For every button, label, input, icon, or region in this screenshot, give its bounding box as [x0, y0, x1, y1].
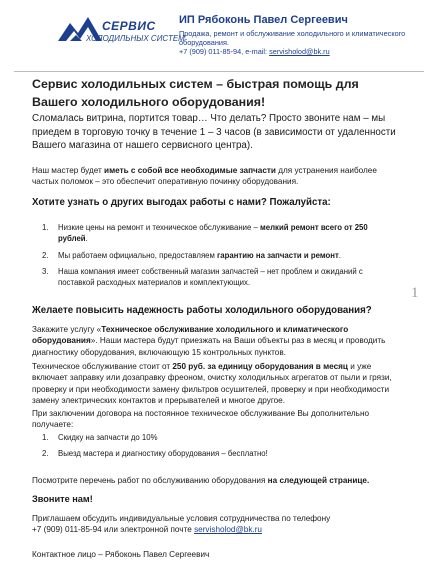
page-number: 1 — [411, 285, 419, 301]
item-text-bold: мелкий ремонт всего от 250 рублей — [58, 223, 368, 244]
item-text: Мы работаем официально, предоставляем — [58, 250, 218, 260]
item-number: 1. — [42, 223, 49, 232]
order-paragraph — [32, 324, 404, 358]
pricelist-paragraph — [32, 475, 404, 486]
contact-person: Контактное лицо – Рябоконь Павел Сергеевич — [32, 550, 210, 559]
cost-paragraph — [32, 361, 404, 407]
company-desc: Продажа, ремонт и обслуживание холодильного и климатического оборудования. — [179, 29, 406, 48]
invite-contacts — [32, 524, 404, 535]
extras-list — [42, 432, 398, 465]
item-text: Низкие цены на ремонт и техническое обслуживание – — [58, 223, 260, 232]
master-text-bold: иметь с собой все необходимые запчасти — [104, 166, 276, 175]
company-email-link[interactable]: servisholod@bk.ru — [269, 47, 330, 57]
logo-line2: ХОЛОДИЛЬНЫХ СИСТЕМ — [86, 34, 185, 43]
master-paragraph — [32, 165, 404, 188]
item-text-end: . — [338, 250, 341, 260]
company-contact — [179, 47, 424, 56]
order-text-2: ». Наши мастера будут приезжать на Ваши объекты раз в месяц и проводить диагностику оборудования, включающую 15 контрольных пунктов. — [32, 336, 386, 357]
order-text-bold: Техническое обслуживание холодильного и климатического оборудования — [32, 325, 349, 346]
invite-paragraph — [32, 513, 404, 536]
call-title: Звоните нам! — [32, 494, 93, 504]
master-text-2: для устранения наиболее частых поломок – это обеспечит оперативную починку оборудования. — [32, 166, 377, 187]
item-text: Наша компания имеет собственный магазин запчастей – нет проблем и ожиданий с поставкой расходных материалов и комплектующих. — [58, 266, 363, 288]
benefits-list — [42, 222, 398, 293]
item-number: 3. — [42, 266, 49, 276]
company-name: ИП Рябоконь Павел Сергеевич — [179, 14, 348, 26]
pricelist-link: на следующей странице. — [267, 476, 370, 485]
header-divider — [14, 71, 424, 72]
cost-text-bold: 250 руб. за единицу оборудования в месяц — [172, 362, 348, 371]
benefit-item — [42, 250, 398, 261]
cost-text-2: и уже включает заправку или дозаправку фреоном, очистку холодильных агрегатов от пыли и грязи, проверку и при необходимости замену фильтров осушителей, проверку и при необходимости замену электрических контактов и прерывателей и многое другое. — [32, 362, 392, 406]
item-number: 2. — [42, 250, 49, 260]
section1-title: Хотите узнать о других выгодах работы с нами? Пожалуйста: — [32, 197, 331, 208]
item-number: 1. — [42, 433, 49, 442]
item-text: Скидку на запчасти до 10% — [58, 433, 158, 442]
item-number: 2. — [42, 449, 49, 459]
contract-paragraph: При заключении договора на постоянное техническое обслуживание Вы дополнительно получаете: — [32, 409, 370, 430]
section2-title: Желаете повысить надежность работы холодильного оборудования? — [32, 305, 372, 316]
invite-phone: +7 (909) 011-85-94 или электронной почте — [32, 525, 195, 535]
invite-text: Приглашаем обсудить индивидуальные условия сотрудничества по телефону — [32, 514, 331, 523]
logo-line1: СЕРВИС — [102, 19, 156, 33]
company-logo — [56, 11, 185, 51]
order-text-1: Закажите услугу « — [32, 325, 102, 334]
intro-paragraph: Сломалась витрина, портится товар… Что делать? Просто звоните нам – мы приедем в торговую точку в течение 1 – 3 часов (в зависимости от удаленности Вашего магазина от нашего сервисного центра). — [32, 113, 396, 152]
company-block — [179, 14, 424, 56]
master-text-1: Наш мастер будет — [32, 166, 105, 175]
extra-item — [42, 432, 398, 443]
benefit-item — [42, 266, 398, 289]
invite-email-link[interactable]: servisholod@bk.ru — [194, 525, 262, 535]
item-text-bold: гарантию на запчасти и ремонт — [217, 250, 339, 260]
company-phone: +7 (909) 011-85-94, e-mail: — [179, 47, 270, 57]
page-title: Сервис холодильных систем – быстрая помощь для Вашего холодильного оборудования! — [32, 77, 359, 109]
cost-text-1: Техническое обслуживание стоит от — [32, 362, 173, 371]
extra-item — [42, 448, 398, 459]
item-text: Выезд мастера и диагностику оборудования – бесплатно! — [58, 449, 268, 459]
pricelist-text: Посмотрите перечень работ по обслуживанию оборудования — [32, 476, 268, 485]
item-text-end: . — [85, 234, 88, 244]
benefit-item — [42, 222, 398, 245]
